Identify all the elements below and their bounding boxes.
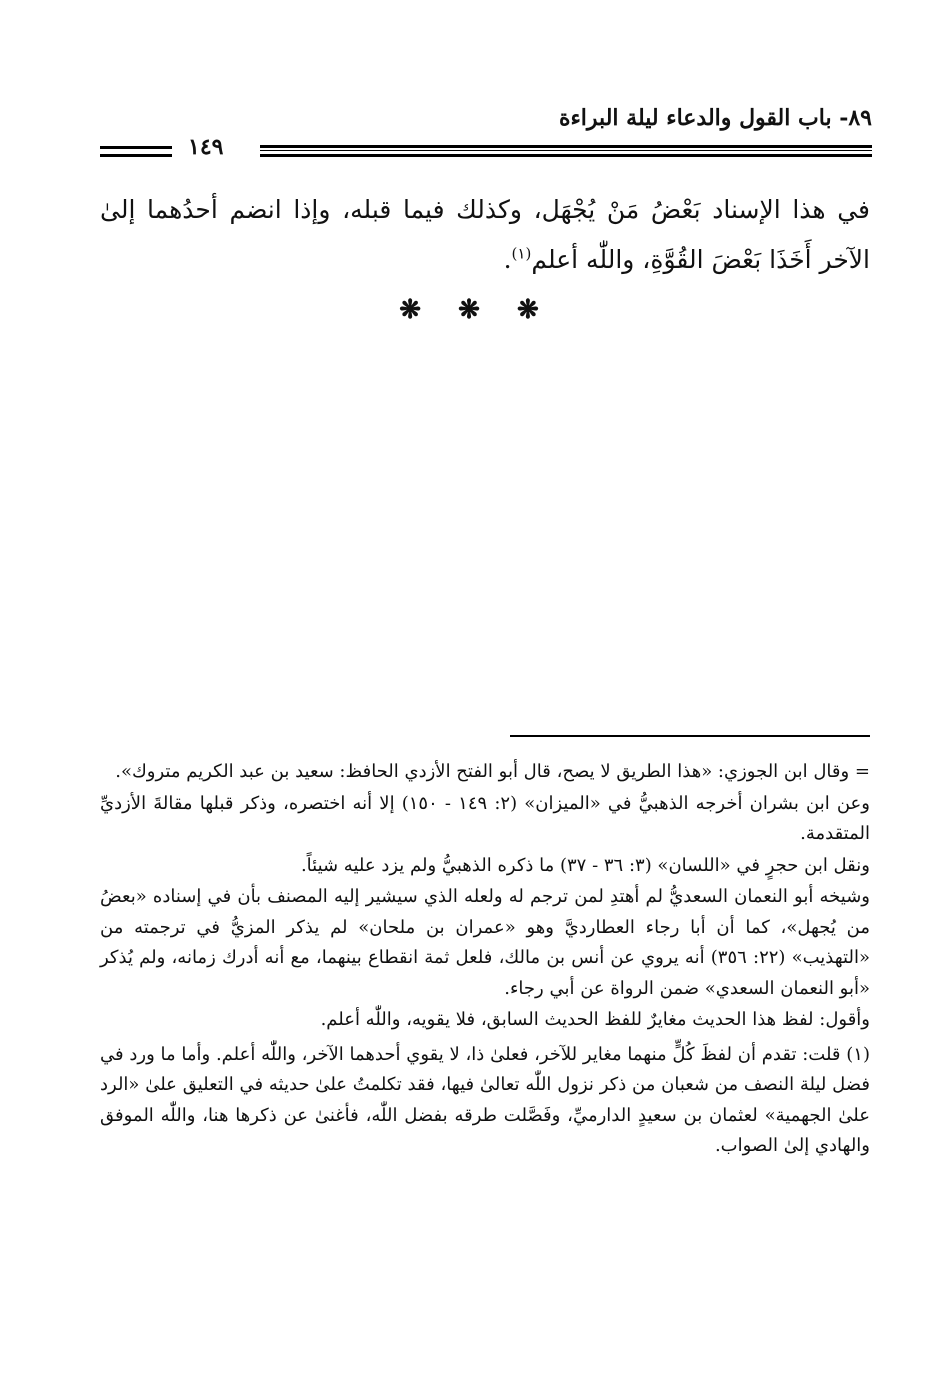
footnote-reference: (١) xyxy=(511,244,532,263)
footnote-paragraph: ونقل ابن حجرٍ في «اللسان» (٣: ٣٦ - ٣٧) ما ذكره الذهبيُّ ولم يزد عليه شيئاً. xyxy=(300,854,870,876)
footnote-rule xyxy=(510,735,870,737)
body-paragraph xyxy=(100,185,870,285)
chapter-title: ٨٩- باب القول والدعاء ليلة البراءة xyxy=(558,105,872,131)
page-number: ١٤٩ xyxy=(188,134,224,160)
footnote-paragraph: وعن ابن بشران أخرجه الذهبيُّ في «الميزان» (٢: ١٤٩ - ١٥٠) إلا أنه اختصره، وذكر قبلها مقالةَ الأزديِّ المتقدمة. xyxy=(100,792,870,844)
footnote-paragraph: وأقول: لفظ هذا الحديث مغايرٌ للفظ الحديث السابق، فلا يقويه، واللّٰه أعلم. xyxy=(320,1009,870,1030)
body-paragraph-text: في هذا الإسناد بَعْضُ مَنْ يُجْهَل، وكذلك فيما قبله، وإذا انضم أحدُهما إلىٰ الآخر أَخَذَا بَعْضَ القُوَّةِ، واللّٰه أعلم xyxy=(100,195,870,274)
section-separator: ❋ ❋ ❋ xyxy=(399,295,553,325)
end-mark: . xyxy=(503,245,512,274)
footnote-paragraph: = وقال ابن الجوزي: «هذا الطريق لا يصح، قال أبو الفتح الأزدي الحافظ: سعيد بن عبد الكريم متروك». xyxy=(115,761,870,782)
footnotes xyxy=(100,757,870,1163)
header-rule xyxy=(260,145,872,157)
main-text xyxy=(100,185,870,285)
page-header xyxy=(100,105,872,165)
footnote-1: (١) قلت: تقدم أن لفظَ كُلٍّ منهما مغاير للآخر، فعلىٰ ذا، لا يقوي أحدهما الآخر، واللّٰه أعلم. وأما ما ورد في فضل ليلة النصف من شعبان من ذكر نزول اللّٰه تعالىٰ فيها، فقد تكلمتُ علىٰ حديثه في التعليق علىٰ «الرد علىٰ الجهمية» لعثمان بن سعيدٍ الدارميِّ، وفَصَّلت طرقه بفضل اللّٰه، فأغنىٰ عن ذكرها هنا، واللّٰه الموفق والهادي إلىٰ الصواب. xyxy=(100,1043,870,1156)
footnote-paragraph: وشيخه أبو النعمان السعديُّ لم أهتدِ لمن ترجم له ولعله الذي سيشير إليه المصنف بأن في إسناده «بعضُ من يُجهل»، كما أن أبا رجاء العطارديَّ وهو «عمران بن ملحان» لم يذكر المزيُّ في ترجمته من «التهذيب» (٢٢: ٣٥٦) أنه يروي عن أنس بن مالك، فلعل ثمة انقطاع بينهما، مع أنه أدرك زمانه، ولم يُذكر «أبو النعمان السعدي» ضمن الرواة عن أبي رجاء. xyxy=(100,886,870,999)
header-rule-short xyxy=(100,146,172,157)
